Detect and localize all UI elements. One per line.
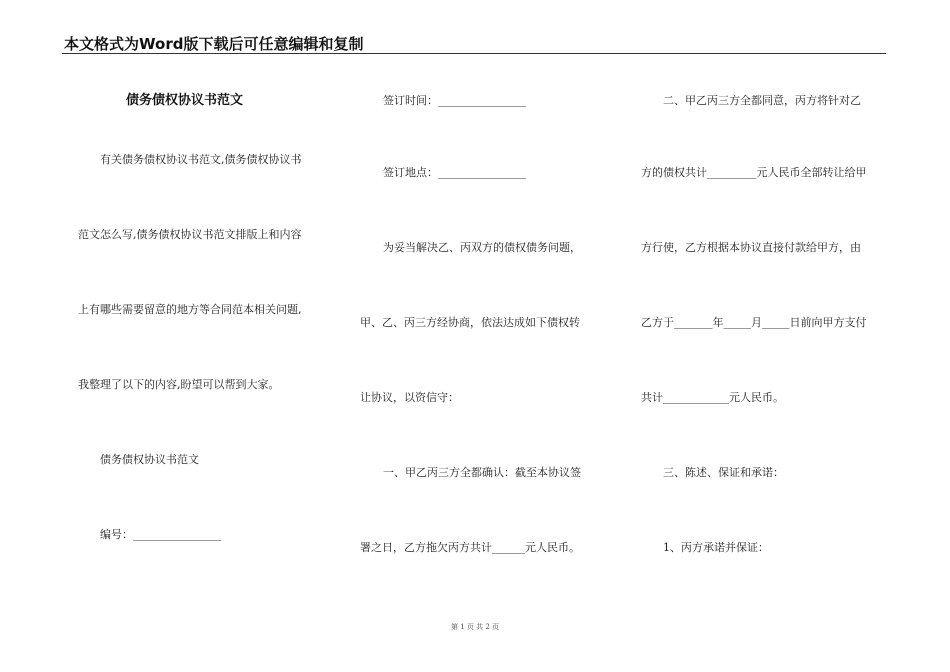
document-header-title: 本文格式为Word版下载后可任意编辑和复制: [64, 35, 364, 53]
intro-line-2: 范文怎么写,债务债权协议书范文排版上和内容: [78, 228, 302, 241]
intro-line-1: 有关债务债权协议书范文,债务债权协议书: [100, 153, 302, 166]
clause-two-line-1: 二、甲乙丙三方全都同意，丙方将针对乙: [663, 94, 861, 107]
middle-line-3: 为妥当解决乙、丙双方的债权债务问题，: [383, 241, 581, 254]
clause-two-line-3: 方行使，乙方根据本协议直接付款给甲方，由: [641, 241, 861, 254]
number-field: 编号：________________: [100, 528, 221, 541]
page-number-footer: 第 1 页 共 2 页: [450, 623, 500, 631]
middle-line-5: 让协议，以资信守：: [360, 391, 459, 404]
clause-one-line-1: 一、甲乙丙三方全都确认：截至本协议签: [383, 466, 581, 479]
clause-two-line-4: 乙方于_______年_____月_____日前向甲方支付: [641, 316, 867, 329]
intro-line-3: 上有哪些需要留意的地方等合同范本相关问题,: [78, 303, 302, 316]
section-heading: 债务债权协议书范文: [100, 453, 199, 466]
signing-time-field: 签订时间：________________: [383, 94, 526, 107]
signing-place-field: 签订地点：________________: [383, 166, 526, 179]
clause-two-line-2: 方的债权共计_________元人民币全部转让给甲: [641, 166, 867, 179]
header-divider: [62, 53, 886, 54]
clause-three-item-1: 1、丙方承诺并保证：: [663, 541, 769, 554]
document-title: 债务债权协议书范文: [126, 93, 244, 108]
clause-one-line-2: 署之日，乙方拖欠丙方共计______元人民币。: [360, 541, 580, 554]
clause-three-heading: 三、陈述、保证和承诺：: [663, 466, 784, 479]
clause-two-line-5: 共计____________元人民币。: [641, 391, 784, 404]
intro-line-4: 我整理了以下的内容,盼望可以帮到大家。: [78, 378, 280, 391]
middle-line-4: 甲、乙、丙三方经协商，依法达成如下债权转: [360, 316, 580, 329]
